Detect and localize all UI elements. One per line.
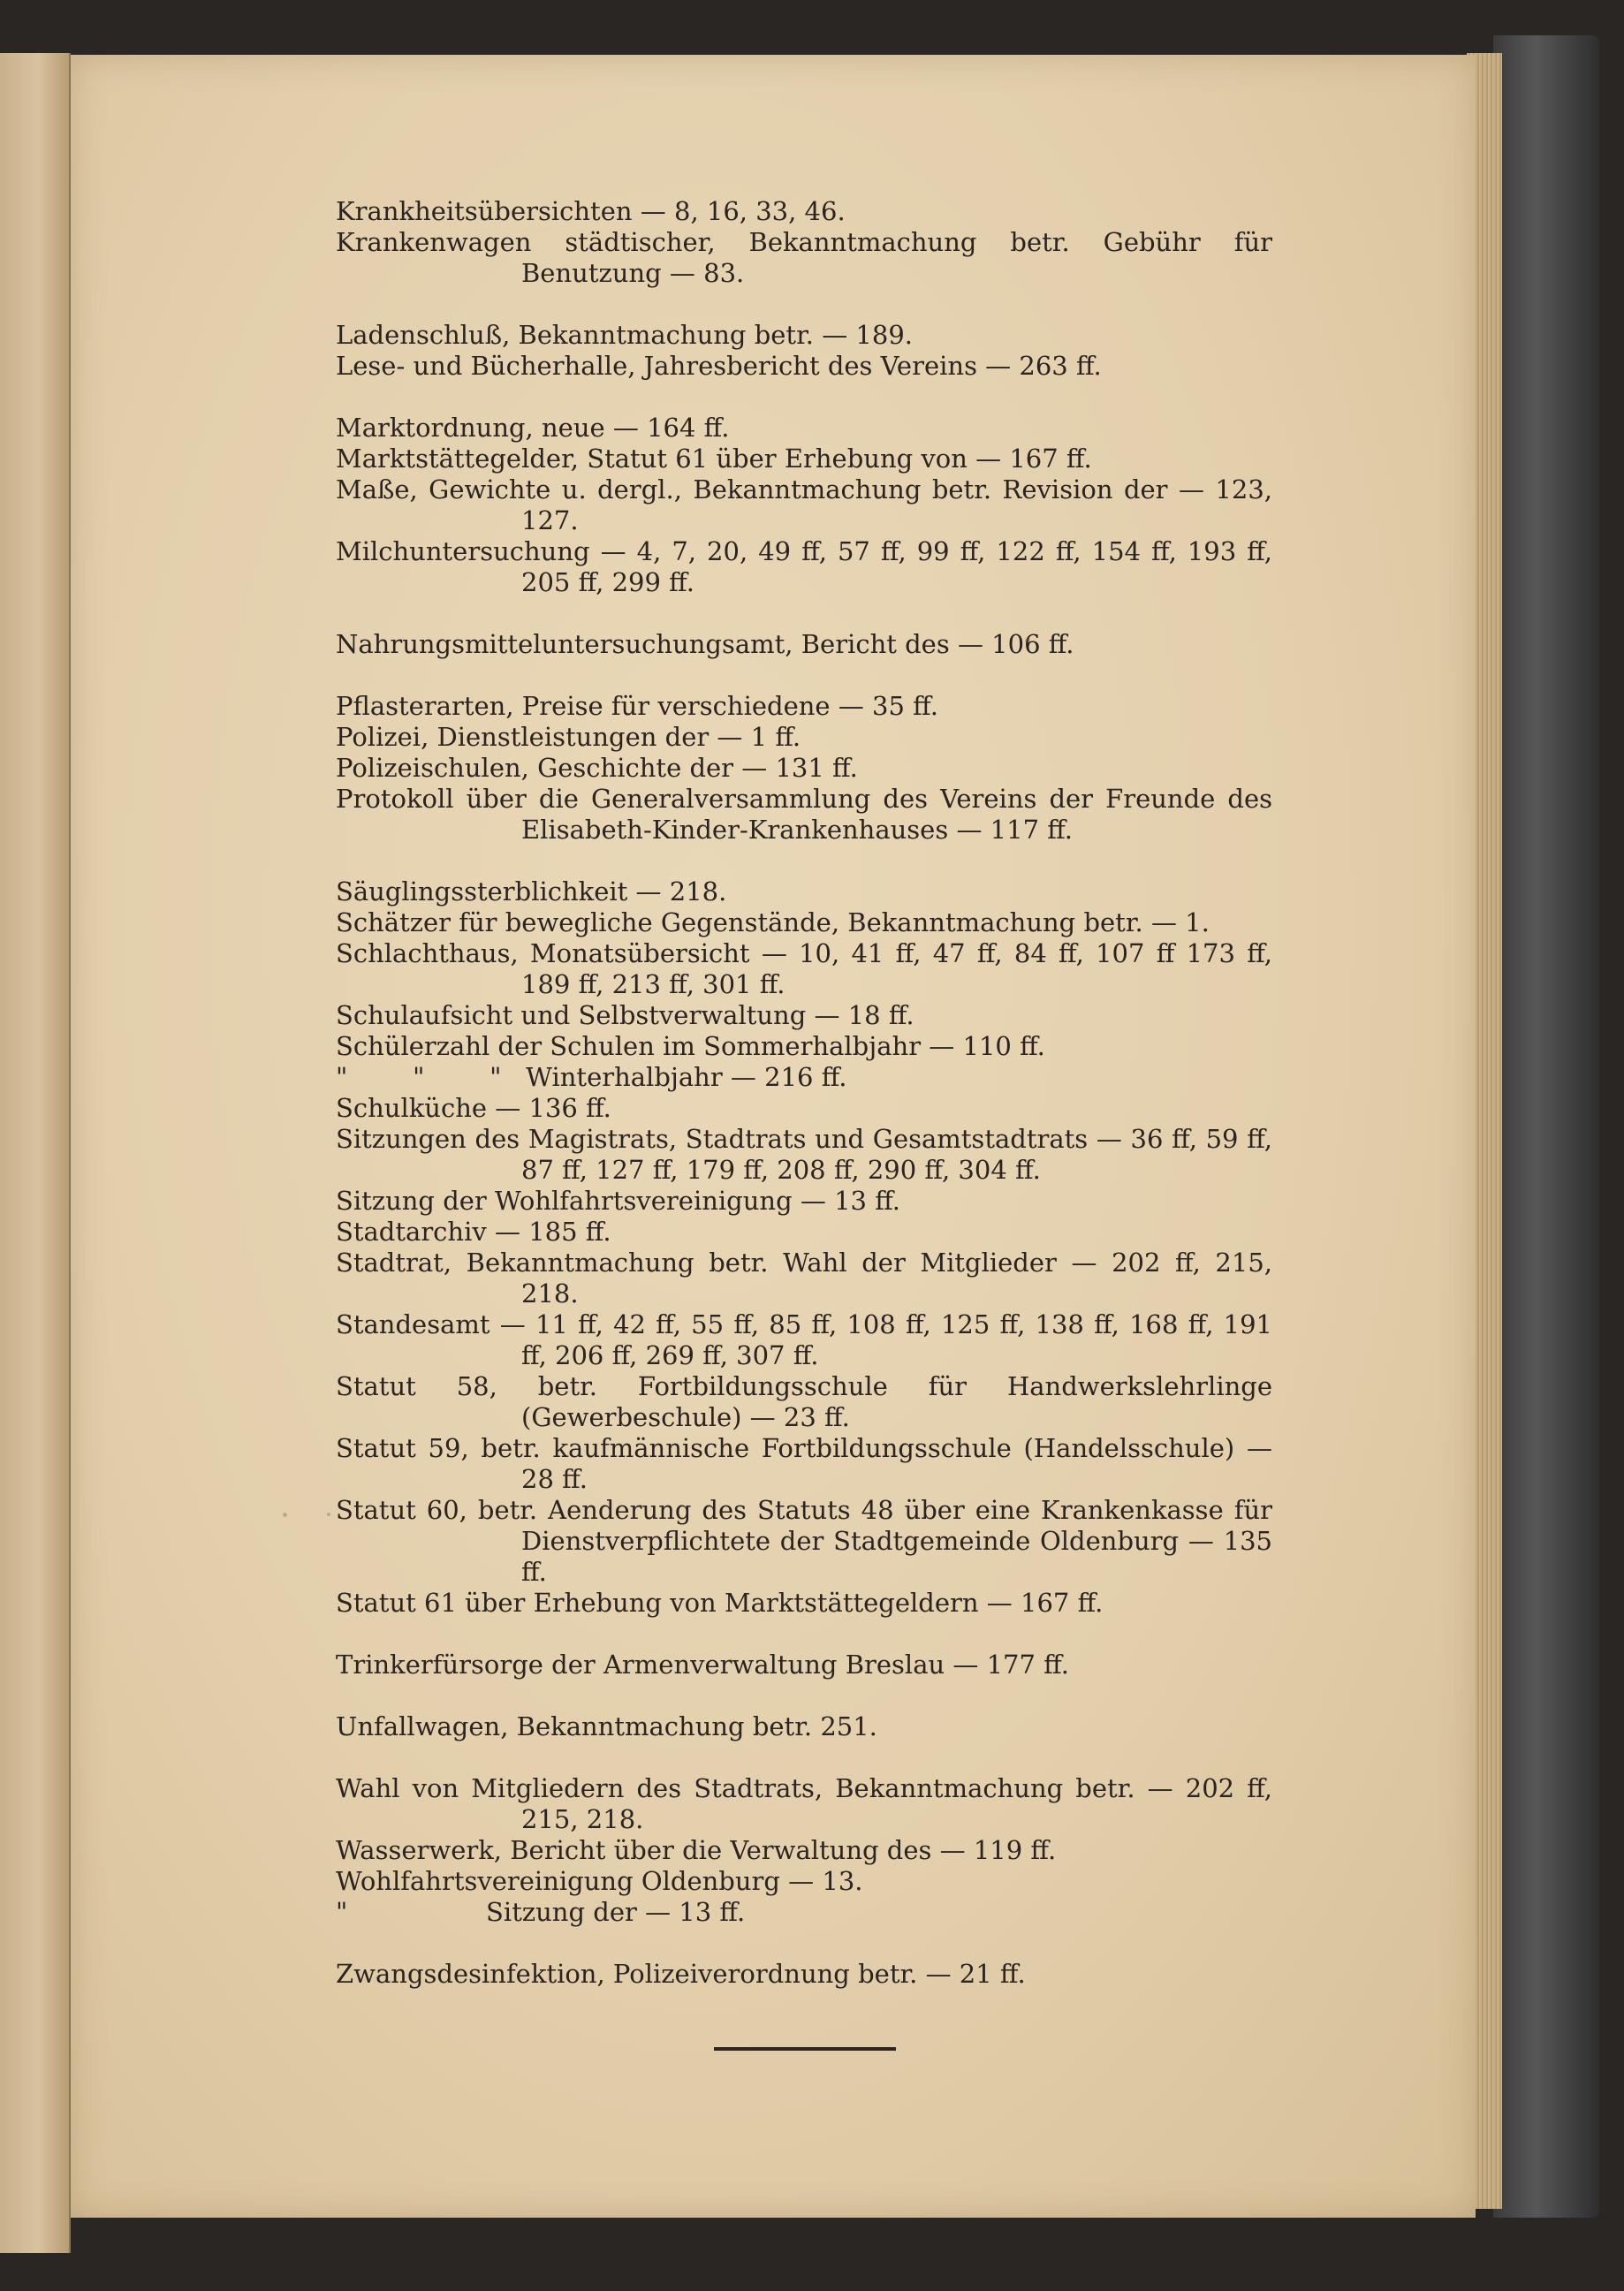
- index-group: [336, 629, 1272, 660]
- foxing-speck: [327, 1513, 330, 1516]
- index-entry: Zwangsdesinfektion, Polizeiverordnung betr. — 21 ff.: [336, 1959, 1026, 1989]
- book-page: [71, 55, 1476, 2218]
- index-entry: Lese- und Bücherhalle, Jahresbericht des Vereins — 263 ff.: [336, 351, 1102, 381]
- foxing-speck: [283, 1513, 287, 1517]
- index-entry: Statut 61 über Erhebung von Marktstättegeldern — 167 ff.: [336, 1588, 1104, 1618]
- index-entry: Stadtarchiv — 185 ff.: [336, 1217, 611, 1247]
- index-entry: Milchuntersuchung — 4, 7, 20, 49 ff, 57 ff, 99 ff, 122 ff, 154 ff, 193 ff, 205 ff, 299 ff.: [336, 536, 1272, 597]
- index-entry: Schülerzahl der Schulen im Sommerhalbjahr — 110 ff.: [336, 1031, 1045, 1061]
- index-group: [336, 876, 1272, 1619]
- index-entry: Unfallwagen, Bekanntmachung betr. 251.: [336, 1711, 877, 1741]
- index-ditto-entry: " " " Winterhalbjahr — 216 ff.: [336, 1062, 847, 1092]
- index-entry: Krankheitsübersichten — 8, 16, 33, 46.: [336, 196, 846, 226]
- index-entry: Sitzung der Wohlfahrtsvereinigung — 13 ff.: [336, 1186, 900, 1216]
- index-entry: Wohlfahrtsvereinigung Oldenburg — 13.: [336, 1866, 863, 1896]
- index-group: [336, 1650, 1272, 1680]
- index-entry: Protokoll über die Generalversammlung des Vereins der Freunde des Elisabeth-Kinder-Krankenhauses — 117 ff.: [336, 784, 1272, 845]
- foxing-speck: [1025, 638, 1030, 643]
- facing-page-edge: [0, 53, 71, 2253]
- index-group: [336, 1959, 1272, 1990]
- index-entry: Statut 58, betr. Fortbildungsschule für Handwerkslehrlinge (Gewerbeschule) — 23 ff.: [336, 1371, 1272, 1432]
- index-entry: Maße, Gewichte u. dergl., Bekanntmachung betr. Revision der — 123, 127.: [336, 474, 1272, 535]
- index-entry: Schlachthaus, Monatsübersicht — 10, 41 ff, 47 ff, 84 ff, 107 ff 173 ff, 189 ff, 213 ff, 301 ff.: [336, 938, 1272, 999]
- index-entry: Sitzungen des Magistrats, Stadtrats und Gesamtstadtrats — 36 ff, 59 ff, 87 ff, 127 ff, 179 ff, 208 ff, 290 ff, 304 ff.: [336, 1124, 1272, 1185]
- index-entry: Schulküche — 136 ff.: [336, 1093, 611, 1123]
- foxing-speck: [1210, 947, 1215, 952]
- index-entry: Polizei, Dienstleistungen der — 1 ff.: [336, 722, 801, 752]
- index-entry: Säuglingssterblichkeit — 218.: [336, 876, 727, 907]
- index-entry: Ladenschluß, Bekanntmachung betr. — 189.: [336, 320, 913, 350]
- index-entry: Trinkerfürsorge der Armenverwaltung Breslau — 177 ff.: [336, 1650, 1069, 1680]
- index-entry: Schätzer für bewegliche Gegenstände, Bekanntmachung betr. — 1.: [336, 907, 1210, 937]
- index-group: [336, 1773, 1272, 1928]
- index-entry: Polizeischulen, Geschichte der — 131 ff.: [336, 753, 858, 783]
- closing-rule: [714, 2047, 896, 2051]
- index-entry: Standesamt — 11 ff, 42 ff, 55 ff, 85 ff, 108 ff, 125 ff, 138 ff, 168 ff, 191 ff, 206 ff, 269 ff, 307 ff.: [336, 1309, 1272, 1370]
- index-entry: Nahrungsmitteluntersuchungsamt, Bericht des — 106 ff.: [336, 629, 1074, 659]
- index-group: [336, 413, 1272, 598]
- index-entry: Marktordnung, neue — 164 ff.: [336, 413, 730, 443]
- index-group: [336, 196, 1272, 289]
- index-entry: Pflasterarten, Preise für verschiedene — 35 ff.: [336, 691, 938, 721]
- index-entry: Krankenwagen städtischer, Bekanntmachung betr. Gebühr für Benutzung — 83.: [336, 227, 1272, 288]
- index-entry: Marktstättegelder, Statut 61 über Erhebung von — 167 ff.: [336, 444, 1092, 474]
- index-group: [336, 320, 1272, 382]
- book-cover: [1493, 35, 1599, 2218]
- index-entry: Stadtrat, Bekanntmachung betr. Wahl der Mitglieder — 202 ff, 215, 218.: [336, 1248, 1272, 1309]
- index-entry: Statut 60, betr. Aenderung des Statuts 48 über eine Krankenkasse für Dienstverpflichtete der Stadtgemeinde Oldenburg — 135 ff.: [336, 1495, 1272, 1587]
- index-group: [336, 691, 1272, 846]
- index-ditto-entry: " Sitzung der — 13 ff.: [336, 1897, 746, 1927]
- index-entry: Statut 59, betr. kaufmännische Fortbildungsschule (Handelsschule) — 28 ff.: [336, 1433, 1272, 1494]
- index-entry: Schulaufsicht und Selbstverwaltung — 18 ff.: [336, 1000, 914, 1030]
- index-entry: Wasserwerk, Bericht über die Verwaltung des — 119 ff.: [336, 1835, 1057, 1865]
- index-list: [336, 196, 1272, 2021]
- index-group: [336, 1711, 1272, 1742]
- index-entry: Wahl von Mitgliedern des Stadtrats, Bekanntmachung betr. — 202 ff, 215, 218.: [336, 1773, 1272, 1834]
